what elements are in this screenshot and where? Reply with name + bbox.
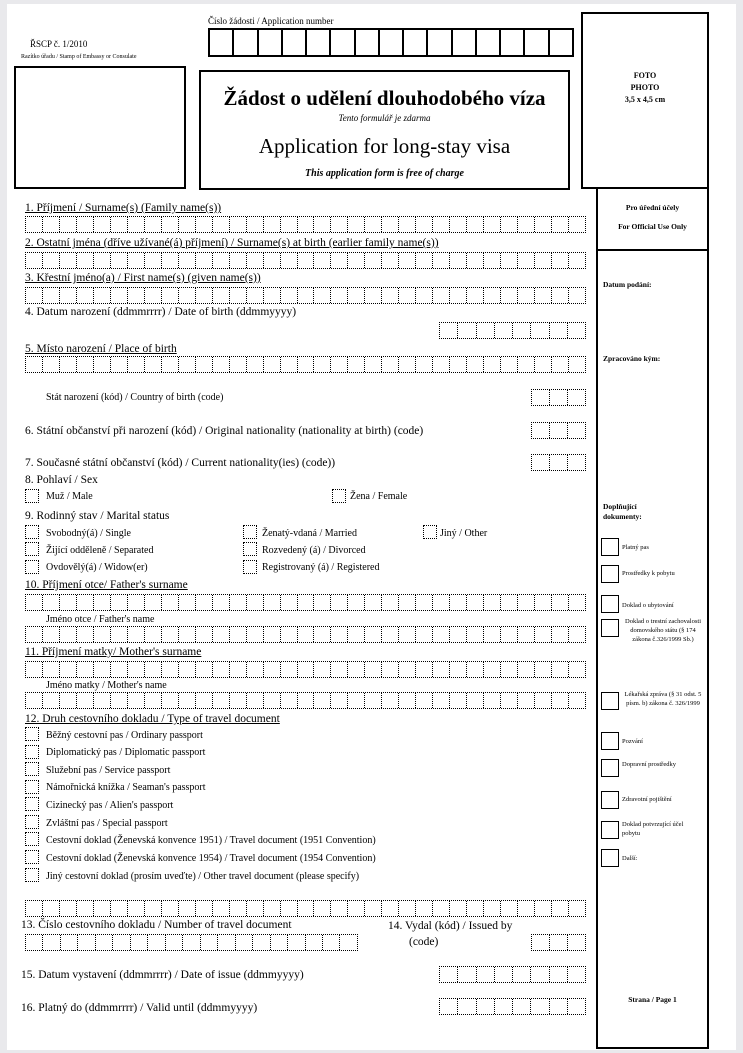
photo-box	[581, 12, 709, 189]
side-item: Prostředky k pobytu	[622, 570, 675, 577]
field-2-label: 2. Ostatní jména (dříve užívané(á) příjmení) / Surname(s) at birth (earlier family name(s))	[25, 237, 439, 249]
issue-date-field[interactable]	[439, 966, 586, 983]
side-item: Pozvání	[622, 738, 643, 745]
field-4-label: 4. Datum narození (ddmmrrrr) / Date of birth (ddmmyyyy)	[25, 306, 297, 318]
side-item: Zdravotní pojištění	[622, 796, 672, 803]
registered-checkbox[interactable]	[243, 560, 257, 574]
field-3-label: 3. Křestní jméno(a) / First name(s) (given name(s))	[25, 272, 261, 284]
single-checkbox[interactable]	[25, 525, 39, 539]
official-en: For Official Use Only	[618, 222, 687, 231]
doc-type-checkbox[interactable]	[25, 815, 39, 829]
father-surname-field[interactable]	[25, 594, 586, 611]
application-form-page	[7, 4, 736, 1050]
field-11-label: 11. Příjmení matky/ Mother's surname	[25, 646, 202, 658]
field-15-label: 15. Datum vystavení (ddmmrrrr) / Date of issue (ddmmyyyy)	[21, 969, 304, 981]
surname-field[interactable]	[25, 216, 586, 233]
field-14-label: 14. Vydal (kód) / Issued by	[388, 920, 513, 932]
side-item: Lékařská zpráva (§ 31 odst. 5 písm. b) zákona č. 326/1999	[624, 691, 702, 707]
processed-by: Zpracováno kým:	[603, 354, 661, 363]
doc-type-label: Jiný cestovní doklad (prosím uveďte) / Other travel document (please specify)	[46, 871, 360, 882]
side-item: Doklad o trestní zachovalosti domovského státu (§ 174 zákona č.326/1999 Sb.)	[625, 618, 701, 643]
doc-type-checkbox[interactable]	[25, 797, 39, 811]
photo-label: PHOTO	[630, 83, 660, 92]
date-of-birth-field[interactable]	[439, 322, 586, 339]
father-name-label: Jméno otce / Father's name	[46, 614, 155, 625]
side-checkbox[interactable]	[601, 538, 619, 556]
doc-type-checkbox[interactable]	[25, 762, 39, 776]
application-number-field[interactable]	[208, 28, 574, 57]
valid-until-field[interactable]	[439, 998, 586, 1015]
side-item: Další:	[622, 855, 638, 862]
registered-label: Registrovaný (á) / Registered	[262, 562, 380, 573]
doc-type-label: Námořnická knížka / Seaman's passport	[46, 782, 206, 793]
page-number: Strana / Page 1	[628, 995, 677, 1004]
married-label: Ženatý-vdaná / Married	[262, 528, 357, 539]
widow-checkbox[interactable]	[25, 560, 39, 574]
free-en: This application form is free of charge	[305, 168, 464, 179]
other-status-label: Jiný / Other	[440, 528, 488, 539]
field-6-label: 6. Státní občanství při narození (kód) / Original nationality (nationality at birth) (code)	[25, 425, 424, 437]
country-of-birth-field[interactable]	[531, 389, 586, 406]
application-number-label: Číslo žádosti / Application number	[208, 16, 334, 26]
stamp-box	[14, 66, 186, 189]
married-checkbox[interactable]	[243, 525, 257, 539]
field-1-label: 1. Příjmení / Surname(s) (Family name(s))	[25, 202, 222, 214]
field-10-label: 10. Příjmení otce/ Father's surname	[25, 579, 188, 591]
mother-surname-field[interactable]	[25, 661, 586, 678]
country-of-birth-label: Stát narození (kód) / Country of birth (code)	[46, 392, 224, 403]
foto-label: FOTO	[633, 71, 657, 80]
doc-type-checkbox[interactable]	[25, 850, 39, 864]
side-item: Dopravní prostředky	[622, 761, 676, 768]
sex-male-checkbox[interactable]	[25, 489, 39, 503]
place-of-birth-field[interactable]	[25, 356, 586, 373]
doc-type-label: Běžný cestovní pas / Ordinary passport	[46, 730, 203, 741]
side-checkbox[interactable]	[601, 821, 619, 839]
doc-type-label: Zvláštní pas / Special passport	[46, 818, 168, 829]
side-checkbox[interactable]	[601, 791, 619, 809]
side-checkbox[interactable]	[601, 595, 619, 613]
additional-docs: Doplňující dokumenty:	[603, 502, 642, 521]
side-item: Platný pas	[622, 544, 649, 551]
first-name-field[interactable]	[25, 287, 586, 304]
doc-type-label: Cestovní doklad (Ženevská konvence 1951) / Travel document (1951 Convention)	[46, 835, 376, 846]
original-nationality-field[interactable]	[531, 422, 586, 439]
side-checkbox[interactable]	[601, 732, 619, 750]
birth-surname-field[interactable]	[25, 252, 586, 269]
stamp-label: Razítko úřadu / Stamp of Embassy or Consulate	[21, 54, 137, 60]
title-cz: Žádost o udělení dlouhodobého víza	[223, 86, 546, 110]
official-divider	[597, 249, 708, 251]
current-nationality-field[interactable]	[531, 454, 586, 471]
other-doc-field[interactable]	[25, 900, 586, 917]
doc-type-label: Cizinecký pas / Alien's passport	[46, 800, 174, 811]
free-cz: Tento formulář je zdarma	[338, 113, 431, 123]
field-16-label: 16. Platný do (ddmmrrrr) / Valid until (ddmmyyyy)	[21, 1002, 258, 1014]
side-checkbox[interactable]	[601, 565, 619, 583]
doc-type-label: Diplomatický pas / Diplomatic passport	[46, 747, 206, 758]
side-checkbox[interactable]	[601, 849, 619, 867]
father-name-field[interactable]	[25, 626, 586, 643]
sex-male-label: Muž / Male	[46, 491, 93, 502]
doc-type-checkbox[interactable]	[25, 727, 39, 741]
single-label: Svobodný(á) / Single	[46, 528, 131, 539]
doc-type-checkbox[interactable]	[25, 832, 39, 846]
side-checkbox[interactable]	[601, 759, 619, 777]
field-7-label: 7. Současné státní občanství (kód) / Current nationality(ies) (code))	[25, 457, 336, 469]
side-item: Doklad o ubytování	[622, 602, 674, 609]
separated-checkbox[interactable]	[25, 542, 39, 556]
mother-name-label: Jméno matky / Mother's name	[46, 680, 167, 691]
rscp-label: ŘSCP č. 1/2010	[30, 39, 88, 49]
sex-female-label: Žena / Female	[350, 491, 408, 502]
side-item: Doklad potvrzující účel pobytu	[622, 821, 684, 837]
doc-type-label: Služební pas / Service passport	[46, 765, 171, 776]
field-8-label: 8. Pohlaví / Sex	[25, 474, 98, 486]
doc-type-checkbox[interactable]	[25, 780, 39, 794]
mother-name-field[interactable]	[25, 692, 586, 709]
title-box	[199, 70, 570, 190]
divorced-label: Rozvedený (á) / Divorced	[262, 545, 366, 556]
doc-type-checkbox[interactable]	[25, 745, 39, 759]
photo-size: 3,5 x 4,5 cm	[624, 95, 666, 104]
field-9-label: 9. Rodinný stav / Marital status	[25, 510, 170, 522]
title-en: Application for long-stay visa	[258, 134, 511, 158]
field-14-code-label: (code)	[409, 936, 439, 948]
doc-type-label: Cestovní doklad (Ženevská konvence 1954) / Travel document (1954 Convention)	[46, 853, 376, 864]
doc-type-checkbox[interactable]	[25, 868, 39, 882]
side-checkbox[interactable]	[601, 619, 619, 637]
field-13-label: 13. Číslo cestovního dokladu / Number of travel document	[21, 919, 292, 931]
field-12-label: 12. Druh cestovního dokladu / Type of travel document	[25, 713, 280, 725]
date-submitted: Datum podání:	[603, 280, 652, 289]
divorced-checkbox[interactable]	[243, 542, 257, 556]
separated-label: Žijící odděleně / Separated	[46, 545, 154, 556]
travel-doc-number-field[interactable]	[25, 934, 358, 951]
official-cz: Pro úřední účely	[625, 203, 680, 212]
sex-female-checkbox[interactable]	[332, 489, 346, 503]
widow-label: Ovdovělý(á) / Widow(er)	[46, 562, 148, 573]
side-checkbox[interactable]	[601, 692, 619, 710]
issued-by-field[interactable]	[531, 934, 586, 951]
other-status-checkbox[interactable]	[423, 525, 437, 539]
field-5-label: 5. Místo narození / Place of birth	[25, 343, 177, 355]
